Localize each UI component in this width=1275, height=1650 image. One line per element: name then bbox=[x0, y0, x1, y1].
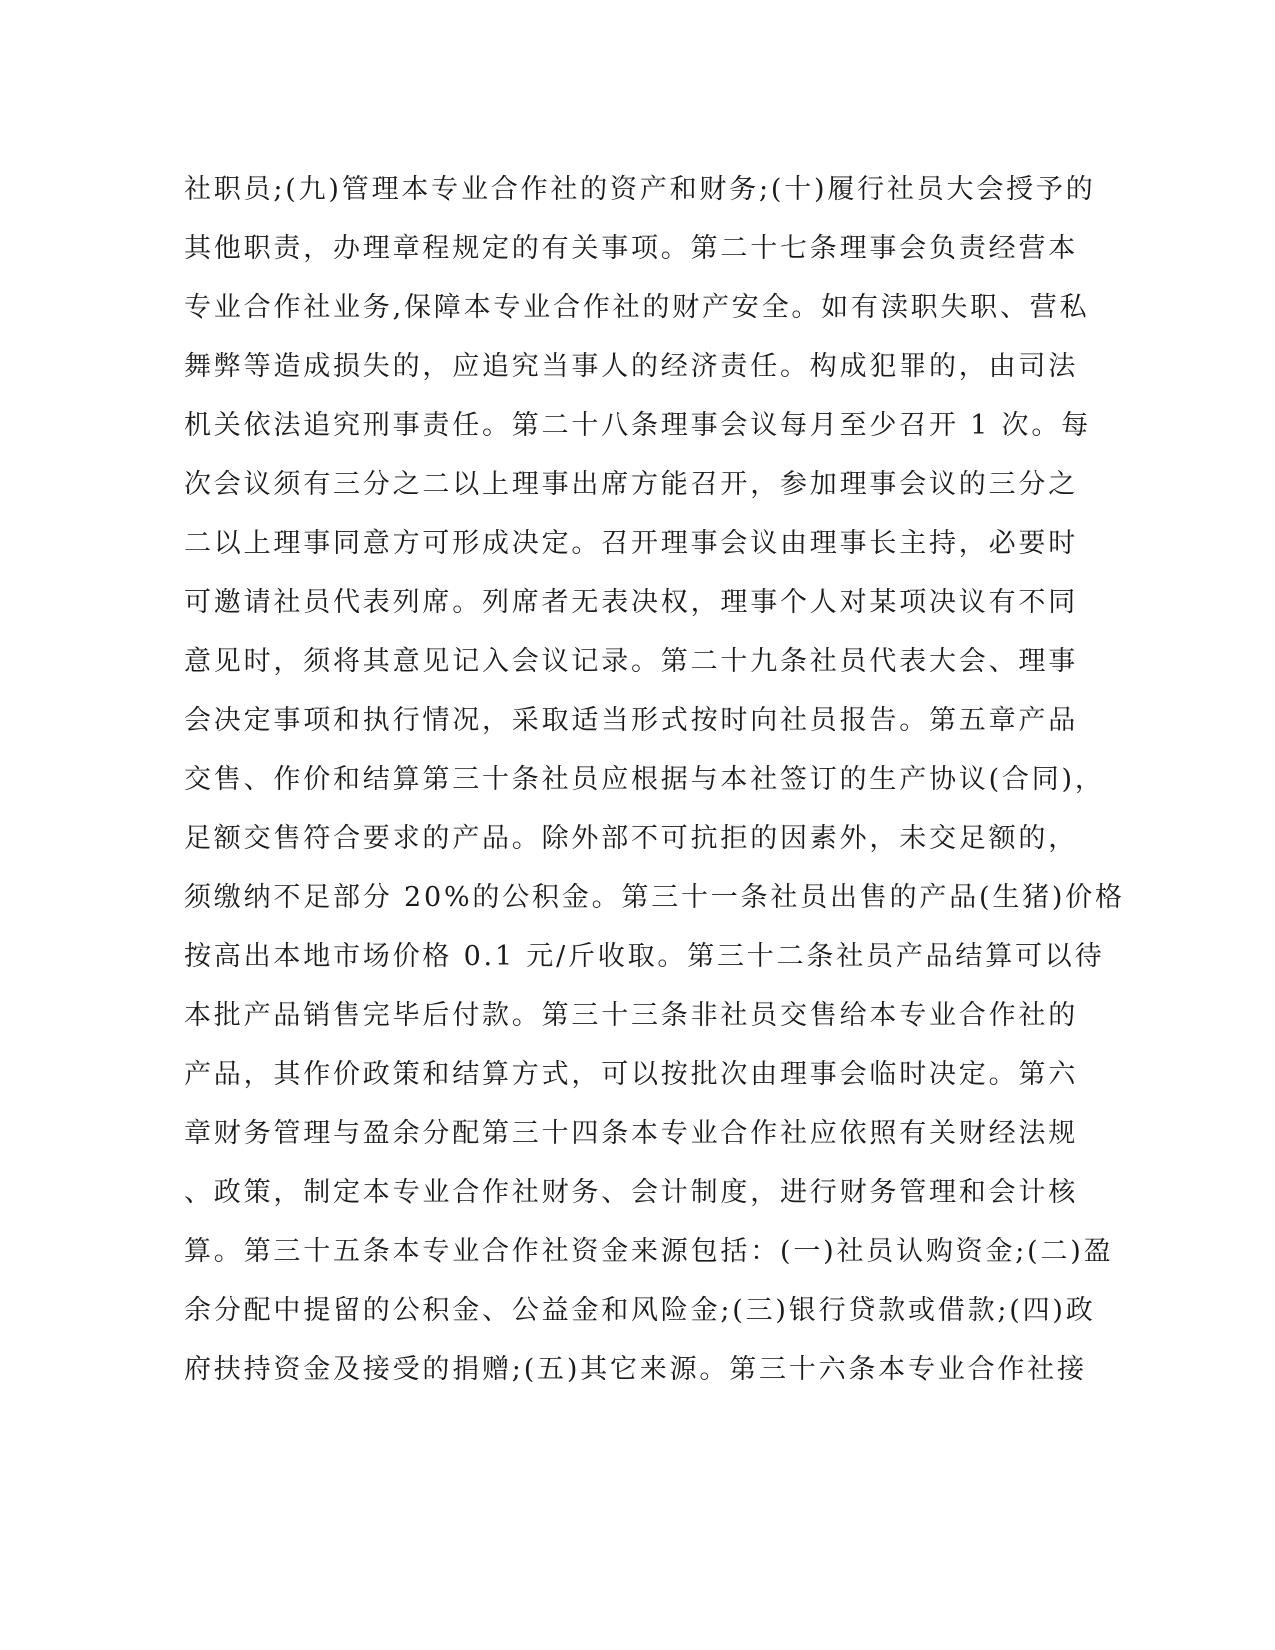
text-line: 产品，其作价政策和结算方式，可以按批次由理事会临时决定。第六 bbox=[184, 1059, 1078, 1090]
text-line: 足额交售符合要求的产品。除外部不可抗拒的因素外，未交足额的， bbox=[184, 823, 1078, 854]
text-line: 按高出本地市场价格 0.1 元/斤收取。第三十二条社员产品结算可以待 bbox=[184, 941, 1105, 972]
text-line: 机关依法追究刑事责任。第二十八条理事会议每月至少召开 1 次。每 bbox=[184, 410, 1091, 441]
text-line: 次会议须有三分之二以上理事出席方能召开，参加理事会议的三分之 bbox=[184, 469, 1078, 500]
text-line: 章财务管理与盈余分配第三十四条本专业合作社应依照有关财经法规 bbox=[184, 1118, 1078, 1149]
text-line: 府扶持资金及接受的捐赠;(五)其它来源。第三十六条本专业合作社接 bbox=[184, 1354, 1087, 1385]
text-line: 算。第三十五条本专业合作社资金来源包括：(一)社员认购资金;(二)盈 bbox=[184, 1236, 1114, 1267]
text-line: 社职员;(九)管理本专业合作社的资产和财务;(十)履行社员大会授予的 bbox=[184, 174, 1096, 205]
text-line: 会决定事项和执行情况，采取适当形式按时向社员报告。第五章产品 bbox=[184, 705, 1078, 736]
body-text bbox=[184, 160, 1125, 1399]
text-line: 本批产品销售完毕后付款。第三十三条非社员交售给本专业合作社的 bbox=[184, 1000, 1078, 1031]
text-line: 交售、作价和结算第三十条社员应根据与本社签订的生产协议(合同)， bbox=[184, 764, 1105, 795]
text-line: 意见时，须将其意见记入会议记录。第二十九条社员代表大会、理事 bbox=[184, 646, 1078, 677]
text-line: 须缴纳不足部分 20%的公积金。第三十一条社员出售的产品(生猪)价格 bbox=[184, 882, 1125, 913]
text-line: 余分配中提留的公积金、公益金和风险金;(三)银行贷款或借款;(四)政 bbox=[184, 1295, 1096, 1326]
text-line: 其他职责，办理章程规定的有关事项。第二十七条理事会负责经营本 bbox=[184, 233, 1078, 264]
text-line: 二以上理事同意方可形成决定。召开理事会议由理事长主持，必要时 bbox=[184, 528, 1078, 559]
text-line: 、政策，制定本专业合作社财务、会计制度，进行财务管理和会计核 bbox=[184, 1177, 1078, 1208]
text-line: 可邀请社员代表列席。列席者无表决权，理事个人对某项决议有不同 bbox=[184, 587, 1078, 618]
text-line: 舞弊等造成损失的，应追究当事人的经济责任。构成犯罪的，由司法 bbox=[184, 351, 1078, 382]
text-line: 专业合作社业务,保障本专业合作社的财产安全。如有渎职失职、营私 bbox=[184, 292, 1090, 323]
